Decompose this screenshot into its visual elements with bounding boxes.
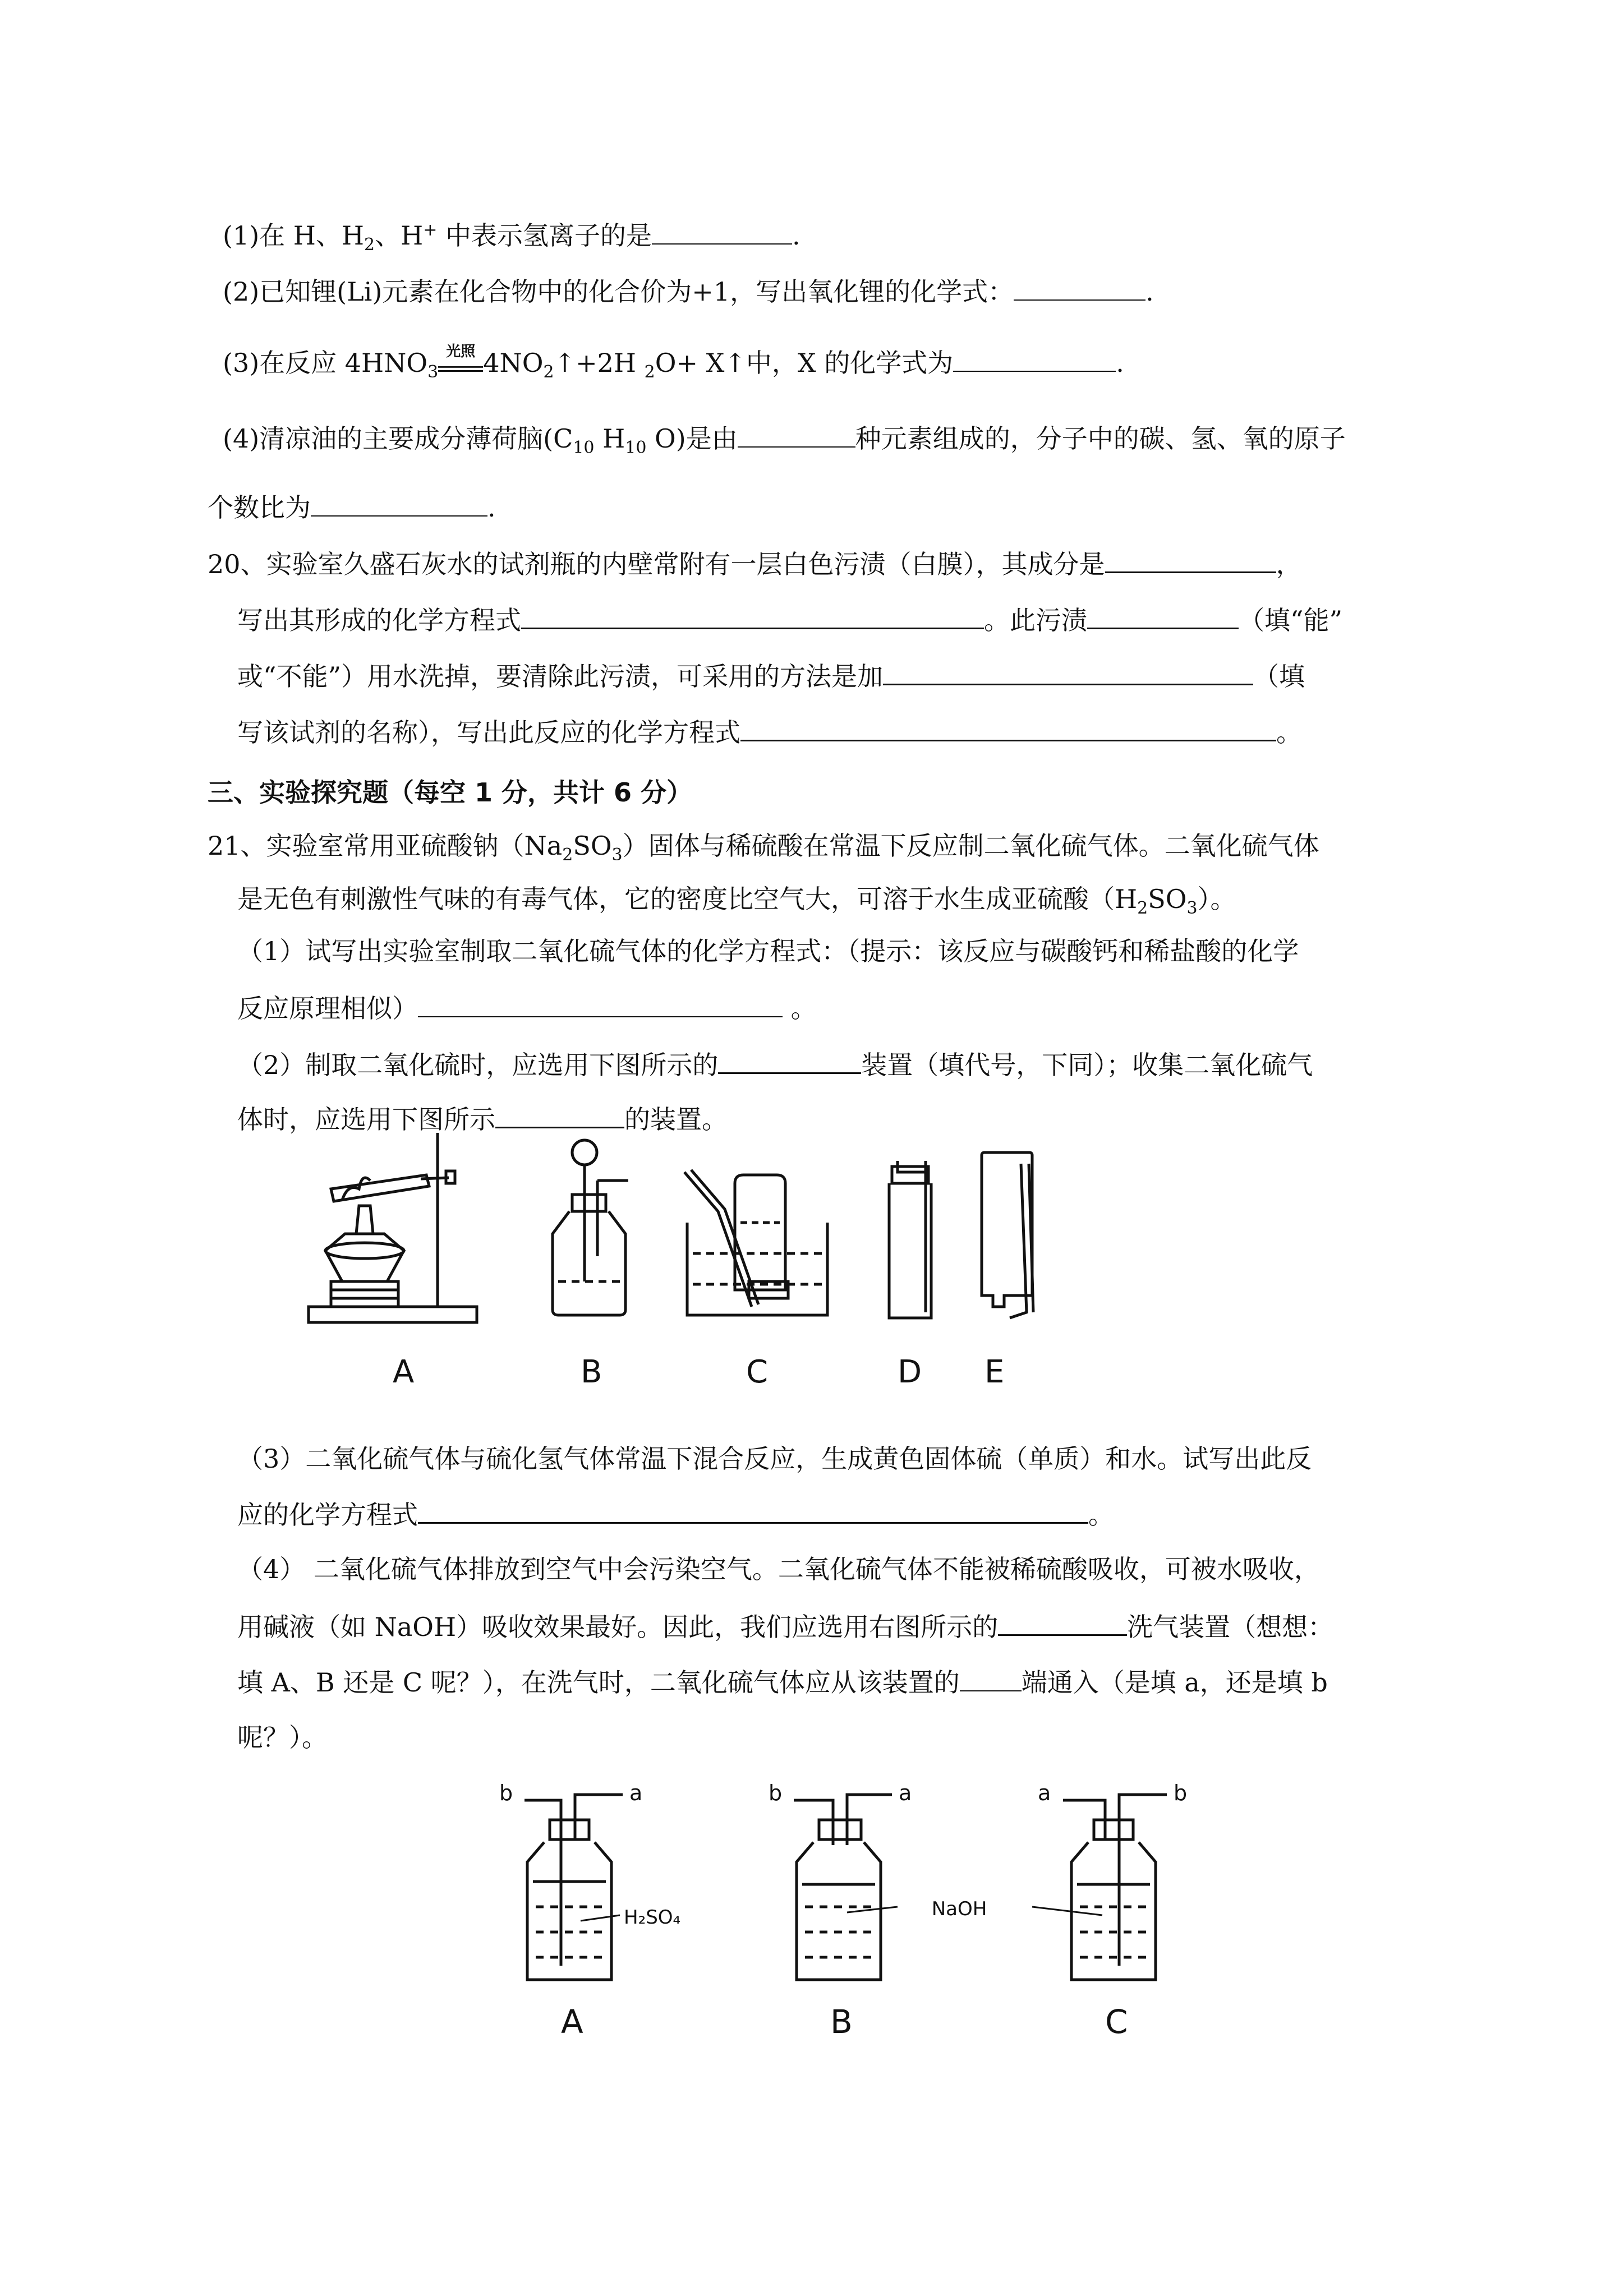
q20-line1: 20、实验室久盛石灰水的试剂瓶的内壁常附有一层白色污渍（白膜），其成分是 ，	[208, 547, 1302, 580]
q21-intro-line1: 21、实验室常用亚硫酸钠$(Na_2SO_3)$固体与稀硫酸在常温下反应制二氧化硫气体。二氧化硫气体	[208, 831, 1319, 865]
answer-blank[interactable]	[738, 422, 855, 448]
answer-blank[interactable]	[998, 1610, 1127, 1636]
figure1-label-e: E	[984, 1354, 1005, 1390]
q20-line2: 写出其形成的化学方程式 。此污渍 （填“能”	[237, 603, 1342, 636]
answer-blank[interactable]	[960, 1666, 1022, 1691]
q21-part1: （1）试写出实验室制取二氧化硫气体的化学方程式：（提示：该反应与碳酸钙和稀盐酸的化学	[237, 936, 1299, 966]
answer-blank[interactable]	[652, 219, 792, 245]
reagent-b-label: NaOH	[931, 1898, 987, 1920]
figure1-label-c: C	[746, 1354, 769, 1390]
answer-blank[interactable]	[740, 715, 1276, 741]
apparatus-a-icon	[309, 1133, 477, 1322]
q20-line4: 写该试剂的名称），写出此反应的化学方程式 。	[237, 715, 1302, 748]
q20-line3: 或“不能”）用水洗掉，要清除此污渍，可采用的方法是加 （填	[237, 659, 1305, 692]
wash-bottle-figure	[482, 1767, 1257, 2047]
q21-part2-cont: 体时，应选用下图所示 的装置。	[237, 1102, 728, 1135]
bottle-c-tube-a: a	[1038, 1781, 1051, 1805]
figure1-label-a: A	[393, 1354, 415, 1390]
reagent-a-label: H₂SO₄	[624, 1906, 681, 1929]
q21-part3-cont: 应的化学方程式 。	[237, 1497, 1114, 1530]
answer-blank[interactable]	[883, 659, 1253, 685]
q21-part4-cont2: 填 A、B 还是 C 呢？），在洗气时，二氧化硫气体应从该装置的 端通入（是填 a，还是填 b	[237, 1666, 1328, 1698]
q19-part2: (2)已知锂(Li)元素在化合物中的化合价为+1，写出氧化锂的化学式： .	[223, 275, 1154, 307]
q19-part4: (4)清凉油的主要成分薄荷脑($C_{10}$ $H_{10}$ O)是由 种元素组成的，分子中的碳、氢、氧的原子	[223, 422, 1346, 454]
apparatus-b-icon	[553, 1140, 628, 1315]
bottle-a-tube-a: a	[629, 1781, 643, 1805]
q21-part3: （3）二氧化硫气体与硫化氢气体常温下混合反应，生成黄色固体硫（单质）和水。试写出此反	[237, 1444, 1312, 1474]
bottle-b-tube-b: b	[769, 1781, 783, 1805]
reaction-condition: 光照	[438, 353, 483, 372]
answer-blank[interactable]	[953, 346, 1116, 372]
answer-blank[interactable]	[418, 1497, 1088, 1524]
answer-blank[interactable]	[718, 1048, 861, 1074]
q21-part4-cont3: 呢？）。	[237, 1722, 328, 1753]
figure2-label-a: A	[561, 2003, 583, 2041]
wash-bottle-c-icon	[1032, 1795, 1167, 1980]
q19-part1: (1)在 H、$H_2$、H+ 中表示氢离子的是 .	[223, 219, 801, 251]
q19-part3: (3)在反应 $4HNO_3$ 光照 $4NO_2↑+2H$ $_2$O+ X↑中，X 的化学式为 .	[223, 343, 1124, 382]
figure2-label-b: B	[830, 2003, 853, 2041]
figure2-label-c: C	[1105, 2003, 1128, 2041]
figure1-label-d: D	[898, 1354, 922, 1390]
q21-part4: （4） 二氧化硫气体排放到空气中会污染空气。二氧化硫气体不能被稀硫酸吸收，可被水吸收，	[237, 1554, 1320, 1584]
q21-part2: （2）制取二氧化硫时，应选用下图所示的 装置（填代号，下同）；收集二氧化硫气	[237, 1048, 1313, 1081]
q19-part4-cont: 个数比为 .	[208, 491, 496, 523]
wash-bottle-a-icon	[525, 1795, 623, 1980]
answer-blank[interactable]	[418, 992, 783, 1017]
bottle-a-tube-b: b	[499, 1781, 513, 1805]
q21-intro-line2: 是无色有刺激性气味的有毒气体，它的密度比空气大，可溶于水生成亚硫酸$(H_2SO_3)$。	[237, 884, 1236, 919]
apparatus-d-icon	[889, 1161, 931, 1318]
bottle-b-tube-a: a	[899, 1781, 912, 1805]
answer-blank[interactable]	[1087, 603, 1239, 629]
answer-blank[interactable]	[311, 491, 487, 517]
wash-bottle-b-icon	[794, 1795, 898, 1980]
apparatus-e-icon	[982, 1152, 1033, 1318]
answer-blank[interactable]	[521, 603, 984, 629]
apparatus-figure	[292, 1122, 1189, 1413]
bottle-c-tube-b: b	[1174, 1781, 1188, 1805]
q21-part1-cont: 反应原理相似） 。	[237, 992, 817, 1024]
apparatus-c-icon	[684, 1170, 827, 1315]
answer-blank[interactable]	[1014, 275, 1145, 301]
answer-blank[interactable]	[1105, 547, 1276, 573]
section-title: 三、实验探究题（每空 1 分，共计 6 分）	[208, 777, 693, 808]
figure1-label-b: B	[581, 1354, 602, 1390]
q21-part4-cont1: 用碱液（如 NaOH）吸收效果最好。因此，我们应选用右图所示的 洗气装置（想想：	[237, 1610, 1333, 1643]
